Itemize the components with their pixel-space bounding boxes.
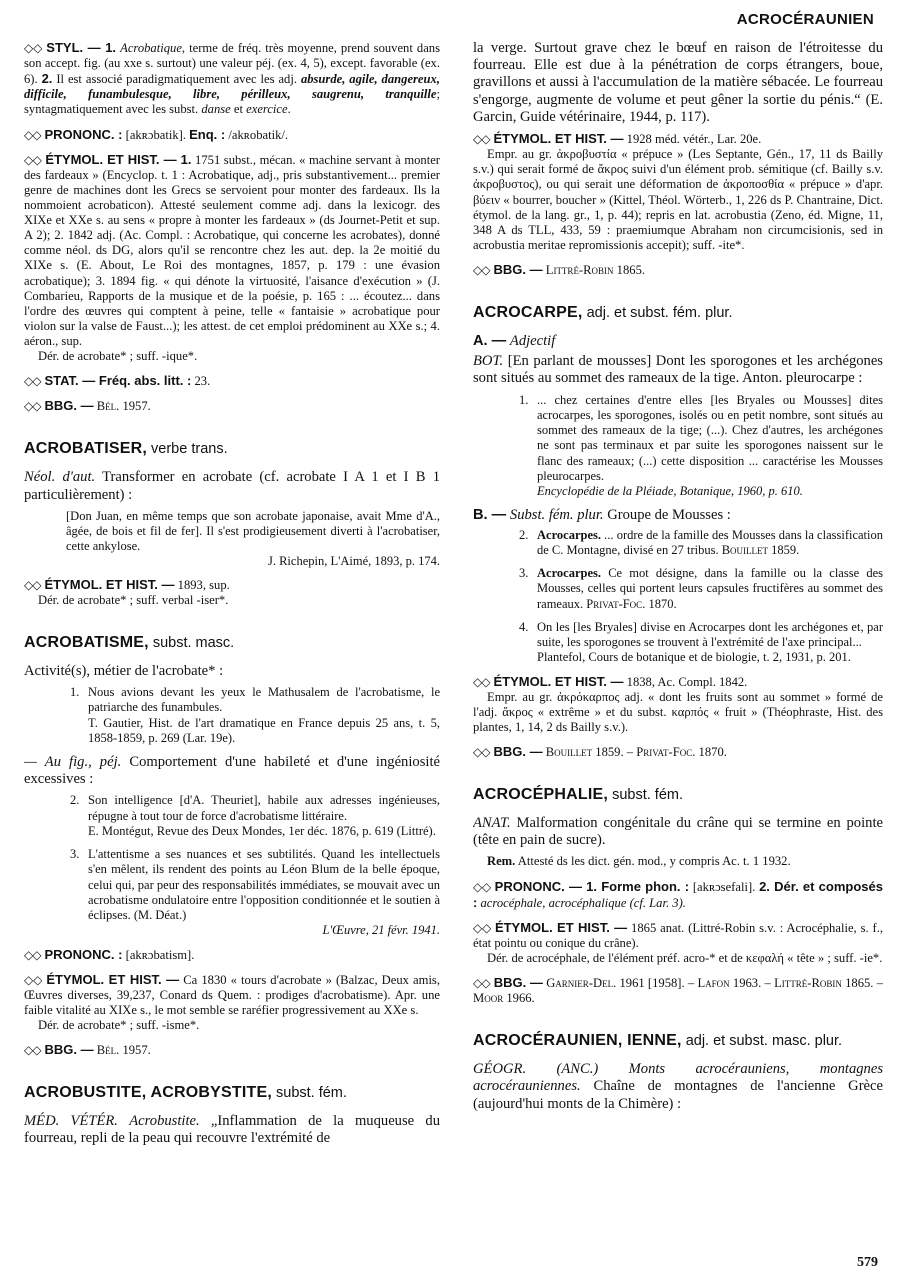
etymol-section: ◇◇ ÉTYMOL. ET HIST. — 1. 1751 subst., mécan. « machine servant à monter des fardeaux » (Encyclop. t. 1 : Acrobatique, adj., pris substantivement... premier genre de machines dont les Grecs se servoient pour monter des fardeaux. Ils la nommoient acrobaticon). Attesté seulement comme adj. dans la lexicogr. des XIXe et XXe s. au sens « propre à monter les fardeaux » (ds Journet-Petit et sup. A 2); 2. 1842 adj. (Ac. Compl. : Acrobatique, qui concerne les acrobates), donné comme néol. ds DG, alors qu'il se rencontre chez les aut. dep. la 2e moitié du XIXe s. (E. About, Le Roi des montagnes, 1857, p. 179 : une évasion acrobatique); 3. 1894 fig. « qui dénote la virtuosité, l'aisance d'exécution » (J. Combarieu, Rapports de la musique et de la poésie, p. 165 : ... écoutez... dans l'ordre des œuvres qui comptent à peine, telle « fantaisie » acrobatique pour violon sur la valse de Faust...); les attest. de cet emploi prédominent au XXe s.; 4. aéron., sup. Dér. de acrobate* ; suff. -ique*. <box>24 151 440 364</box>
definition: GÉOGR. (ANC.) Monts acrocérauniens, montagnes acrocérauniennes. Chaîne de montagnes de l'ancienne Grèce (aujourd'hui monts de la Chimère) : <box>473 1061 883 1112</box>
part-of-speech: adj. et subst. fém. plur. <box>586 305 733 322</box>
left-column <box>24 40 440 1245</box>
etymol-section: ◇◇ ÉTYMOL. ET HIST. — 1928 méd. vétér., Lar. 20e. Empr. au gr. ἀκροβυστία « prépuce » (Les Septante, Gén., 17, 11 ds Bailly s.v.) qui serait formé de ἄκρος suivi d'un élément prob. sémitique (cf. Bailly s.v. ἀκροβυστος), ou qui serait une déformation de ἀκροποσθία « prépuce » d'apr. βύειν « bourrer, boucher » (Kittel, Théol. Wörterb., 1, 226 ds P. Chantraine, Dict. étymol. de la lang. gr., 1, p. 44); repris en lat. acrobustia (Zeno, éd. Migne, 11, 348 A ds TLL, 433, 59 : praemiumque Abraham non circumcisionis, sed in acrobustia meritae repromissionis accepit); suff. -ite*. <box>473 131 883 252</box>
example: 1. Nous avions devant les yeux le Mathusalem de l'acrobatisme, le patriarche des funambules. T. Gautier, Hist. de l'art dramatique en France depuis 25 ans, t. 5, 1858-1859, p. 269 (Lar. 19e). <box>70 685 440 745</box>
section-diamond-icon: ◇◇ <box>473 745 490 760</box>
entry-heading-acroceraunien <box>473 1032 883 1051</box>
section-diamond-icon: ◇◇ <box>24 972 43 987</box>
right-column <box>473 40 883 1245</box>
example: 1. ... chez certaines d'entre elles [les Bryales ou Mousses] dites acrocarpes, les sporogones, isolés ou en petit nombre, sont situés au sommet des rameaux de la tige; (...). Chez d'autres, les archégones ne sont pas terminaux et par suite les sporogones naissent sur le flanc des rameaux; (...) cette disposition ... caractérise les Mousses pleurocarpes. Encyclopédie de la Pléiade, Botanique, 1960, p. 610. <box>519 392 883 499</box>
section-diamond-icon: ◇◇ <box>473 262 490 277</box>
section-diamond-icon: ◇◇ <box>473 920 491 935</box>
example: 3. Acrocarpes. Ce mot désigne, dans la famille ou la classe des Mousses, celles qui portent leurs capsules fructifères au sommet des rameaux. Privat-Foc. 1870. <box>519 566 883 611</box>
headword: ACROBATISER, <box>24 440 147 458</box>
bbg-section: ◇◇ BBG. — Bél. 1957. <box>24 398 151 414</box>
etymol-section: ◇◇ ÉTYMOL. ET HIST. — 1893, sup. Dér. de acrobate* ; suff. verbal -iser*. <box>24 576 230 607</box>
example: 2. Acrocarpes. ... ordre de la famille des Mousses dans la classification de C. Montagne, divisé en 27 tribus. Bouillet 1859. <box>519 527 883 557</box>
section-diamond-icon: ◇◇ <box>24 1043 41 1058</box>
definition-continued: la verge. Surtout grave chez le bœuf en raison de l'étroitesse du fourreau. Elle est due à la pénétration de corps étrangers, boue, gravillons et aussi à l'accumulation de la matière sébacée. Le fourreau s'engorge, augmente de volume et peut gêner la sortie du pénis.“ (E. Garcin, Guide vétérinaire, 1944, p. 117). <box>473 40 883 125</box>
page-number: 579 <box>857 1255 878 1271</box>
part-of-speech: subst. fém. <box>612 787 684 804</box>
bbg-section: ◇◇ BBG. — Bél. 1957. <box>24 1042 151 1058</box>
prononc-section: ◇◇ PRONONC. — 1. Forme phon. : [akʀɔsefali]. 2. Dér. et composés : acrocéphale, acrocéphalique (cf. Lar. 3). <box>473 878 883 910</box>
part-of-speech: verbe trans. <box>151 441 228 458</box>
section-diamond-icon: ◇◇ <box>473 132 490 147</box>
entry-heading-acrobustite <box>24 1084 440 1103</box>
example: 2. Son intelligence [d'A. Theuriet], habile aux adresses ingénieuses, répugne à tout tour de force d'acrobatisme littéraire. E. Montégut, Revue des Deux Mondes, 1er déc. 1876, p. 619 (Littré). <box>70 793 440 838</box>
part-of-speech: subst. masc. <box>152 634 235 651</box>
entry-heading-acrobatiser <box>24 440 440 459</box>
entry-heading-acrocephalie <box>473 786 883 805</box>
definition: Néol. d'aut. Transformer en acrobate (cf. acrobate I A 1 et I B 1 particulièrement) : <box>24 469 440 503</box>
definition: MÉD. VÉTÉR. Acrobustite. „Inflammation de la muqueuse du fourreau, repli de la peau qui recouvre l'extrémité de <box>24 1113 440 1147</box>
headword: ACROCÉPHALIE, <box>473 786 609 804</box>
bbg-section: ◇◇ BBG. — Littré-Robin 1865. <box>473 261 646 277</box>
bbg-section: ◇◇ BBG. — Garnier-Del. 1961 [1958]. – Lafon 1963. – Littré-Robin 1865. – Moor 1966. <box>473 975 883 1006</box>
section-diamond-icon: ◇◇ <box>24 399 41 414</box>
headword: ACROBUSTITE, ACROBYSTITE, <box>24 1084 272 1102</box>
etymol-section: ◇◇ ÉTYMOL. ET HIST. — Ca 1830 « tours d'acrobate » (Balzac, Deux amis, Œuvres diverses, 39,237, Conard ds Quem. : prodiges d'acrobatisme). Apr. une faible vitalité au XIXe s., le mot semble se raréfier progressivement au XXe s. Dér. de acrobate* ; suff. -isme*. <box>24 971 440 1033</box>
section-diamond-icon: ◇◇ <box>24 947 41 962</box>
section-diamond-icon: ◇◇ <box>24 41 43 55</box>
definition-figurative: — Au fig., péj. Comportement d'une habileté et d'une ingéniosité excessives : <box>24 754 440 788</box>
stat-section: ◇◇ STAT. — Fréq. abs. litt. : 23. <box>24 373 211 389</box>
subsection-heading: B. — Subst. fém. plur. Groupe de Mousses : <box>473 507 731 524</box>
etymol-section: ◇◇ ÉTYMOL. ET HIST. — 1865 anat. (Littré-Robin s.v. : Acrocéphalie, s. f., état pointu ou conique du crâne). Dér. de acrocéphale, de l'élément préf. acro-* et de κεφαλή « tête » ; suff. -ie*. <box>473 919 883 965</box>
etymol-section: ◇◇ ÉTYMOL. ET HIST. — 1838, Ac. Compl. 1842. Empr. au gr. ἀκρόκαρπος adj. « dont les fruits sont au sommet » formé de l'adj. ἄκρος « extrême » et du subst. καρπός « fruit » (Théophraste, Hist. des plantes, 1, 14, 2 ds Bailly s.v.). <box>473 673 883 734</box>
subsection-heading: A. — Adjectif <box>473 332 556 349</box>
headword: ACROBATISME, <box>24 633 149 651</box>
section-diamond-icon: ◇◇ <box>24 577 41 592</box>
prononc-section: ◇◇ PRONONC. : [akʀɔbatism]. <box>24 946 195 962</box>
bbg-section: ◇◇ BBG. — Bouillet 1859. – Privat-Foc. 1870. <box>473 744 727 760</box>
entry-heading-acrobatisme <box>24 634 440 653</box>
prononc-section: ◇◇ PRONONC. : [akʀɔbatik]. Enq. : /akʀobatik/. <box>24 126 289 142</box>
running-head: ACROCÉRAUNIEN <box>736 11 874 28</box>
styl-section: ◇◇ STYL. — 1. Acrobatique, terme de fréq. très moyenne, prend souvent dans son accept. fig. (au xxe s. surtout) une valeur péj. (ex. 4, 5), except. favorable (ex. 6). 2. Il est associé paradigmatiquement avec les adj. absurde, agile, dangereux, difficile, funambulesque, libre, périlleux, saugrenu, tranquille; syntagmatiquement avec les subst. danse et exercice. <box>24 40 440 117</box>
part-of-speech: adj. et subst. masc. plur. <box>685 1033 843 1050</box>
citation: [Don Juan, en même temps que son acrobate japonaise, avait Mme d'A., âgée, de bois et fil de fer]. Il s'est prodigieusement diverti à l'acrobatiser, cette ankylose. J. Richepin, L'Aimé, 1893, p. 174. <box>66 508 440 569</box>
section-diamond-icon: ◇◇ <box>473 976 490 991</box>
entry-heading-acrocarpe <box>473 304 883 323</box>
headword: ACROCARPE, <box>473 304 583 322</box>
remark: Rem. Attesté ds les dict. gén. mod., y compris Ac. t. 1 1932. <box>487 854 791 869</box>
definition: Activité(s), métier de l'acrobate* : <box>24 662 224 679</box>
section-diamond-icon: ◇◇ <box>473 879 491 894</box>
section-diamond-icon: ◇◇ <box>24 152 42 167</box>
example: 3. L'attentisme a ses nuances et ses subtilités. Quand les intellectuels s'en mêlent, ils rendent des points au Léon Blum de la belle époque, celui qui, par peur des responsabilités immédiates, se mouvait avec un acrobatisme ondulatoire entre l'opposition conditionnée et le soutien à éclipses. (M. Déat.) L'Œuvre, 21 févr. 1941. <box>70 847 440 938</box>
section-diamond-icon: ◇◇ <box>24 127 41 142</box>
definition: BOT. [En parlant de mousses] Dont les sporogones et les archégones sont situés au sommet des rameaux de la tige. Anton. pleurocarpe : <box>473 353 883 387</box>
headword: ACROCÉRAUNIEN, IENNE, <box>473 1032 682 1050</box>
example: 4. On les [les Bryales] divise en Acrocarpes dont les archégones et, par suite, les sporogones se trouvent à l'extrémité de l'axe principal... Plantefol, Cours de botanique et de biologie, t. 2, 1931, p. 201. <box>519 619 883 665</box>
section-diamond-icon: ◇◇ <box>24 374 41 389</box>
definition: ANAT. Malformation congénitale du crâne qui se termine en pointe (tête en pain de sucre). <box>473 815 883 849</box>
section-diamond-icon: ◇◇ <box>473 674 490 689</box>
part-of-speech: subst. fém. <box>276 1085 347 1102</box>
